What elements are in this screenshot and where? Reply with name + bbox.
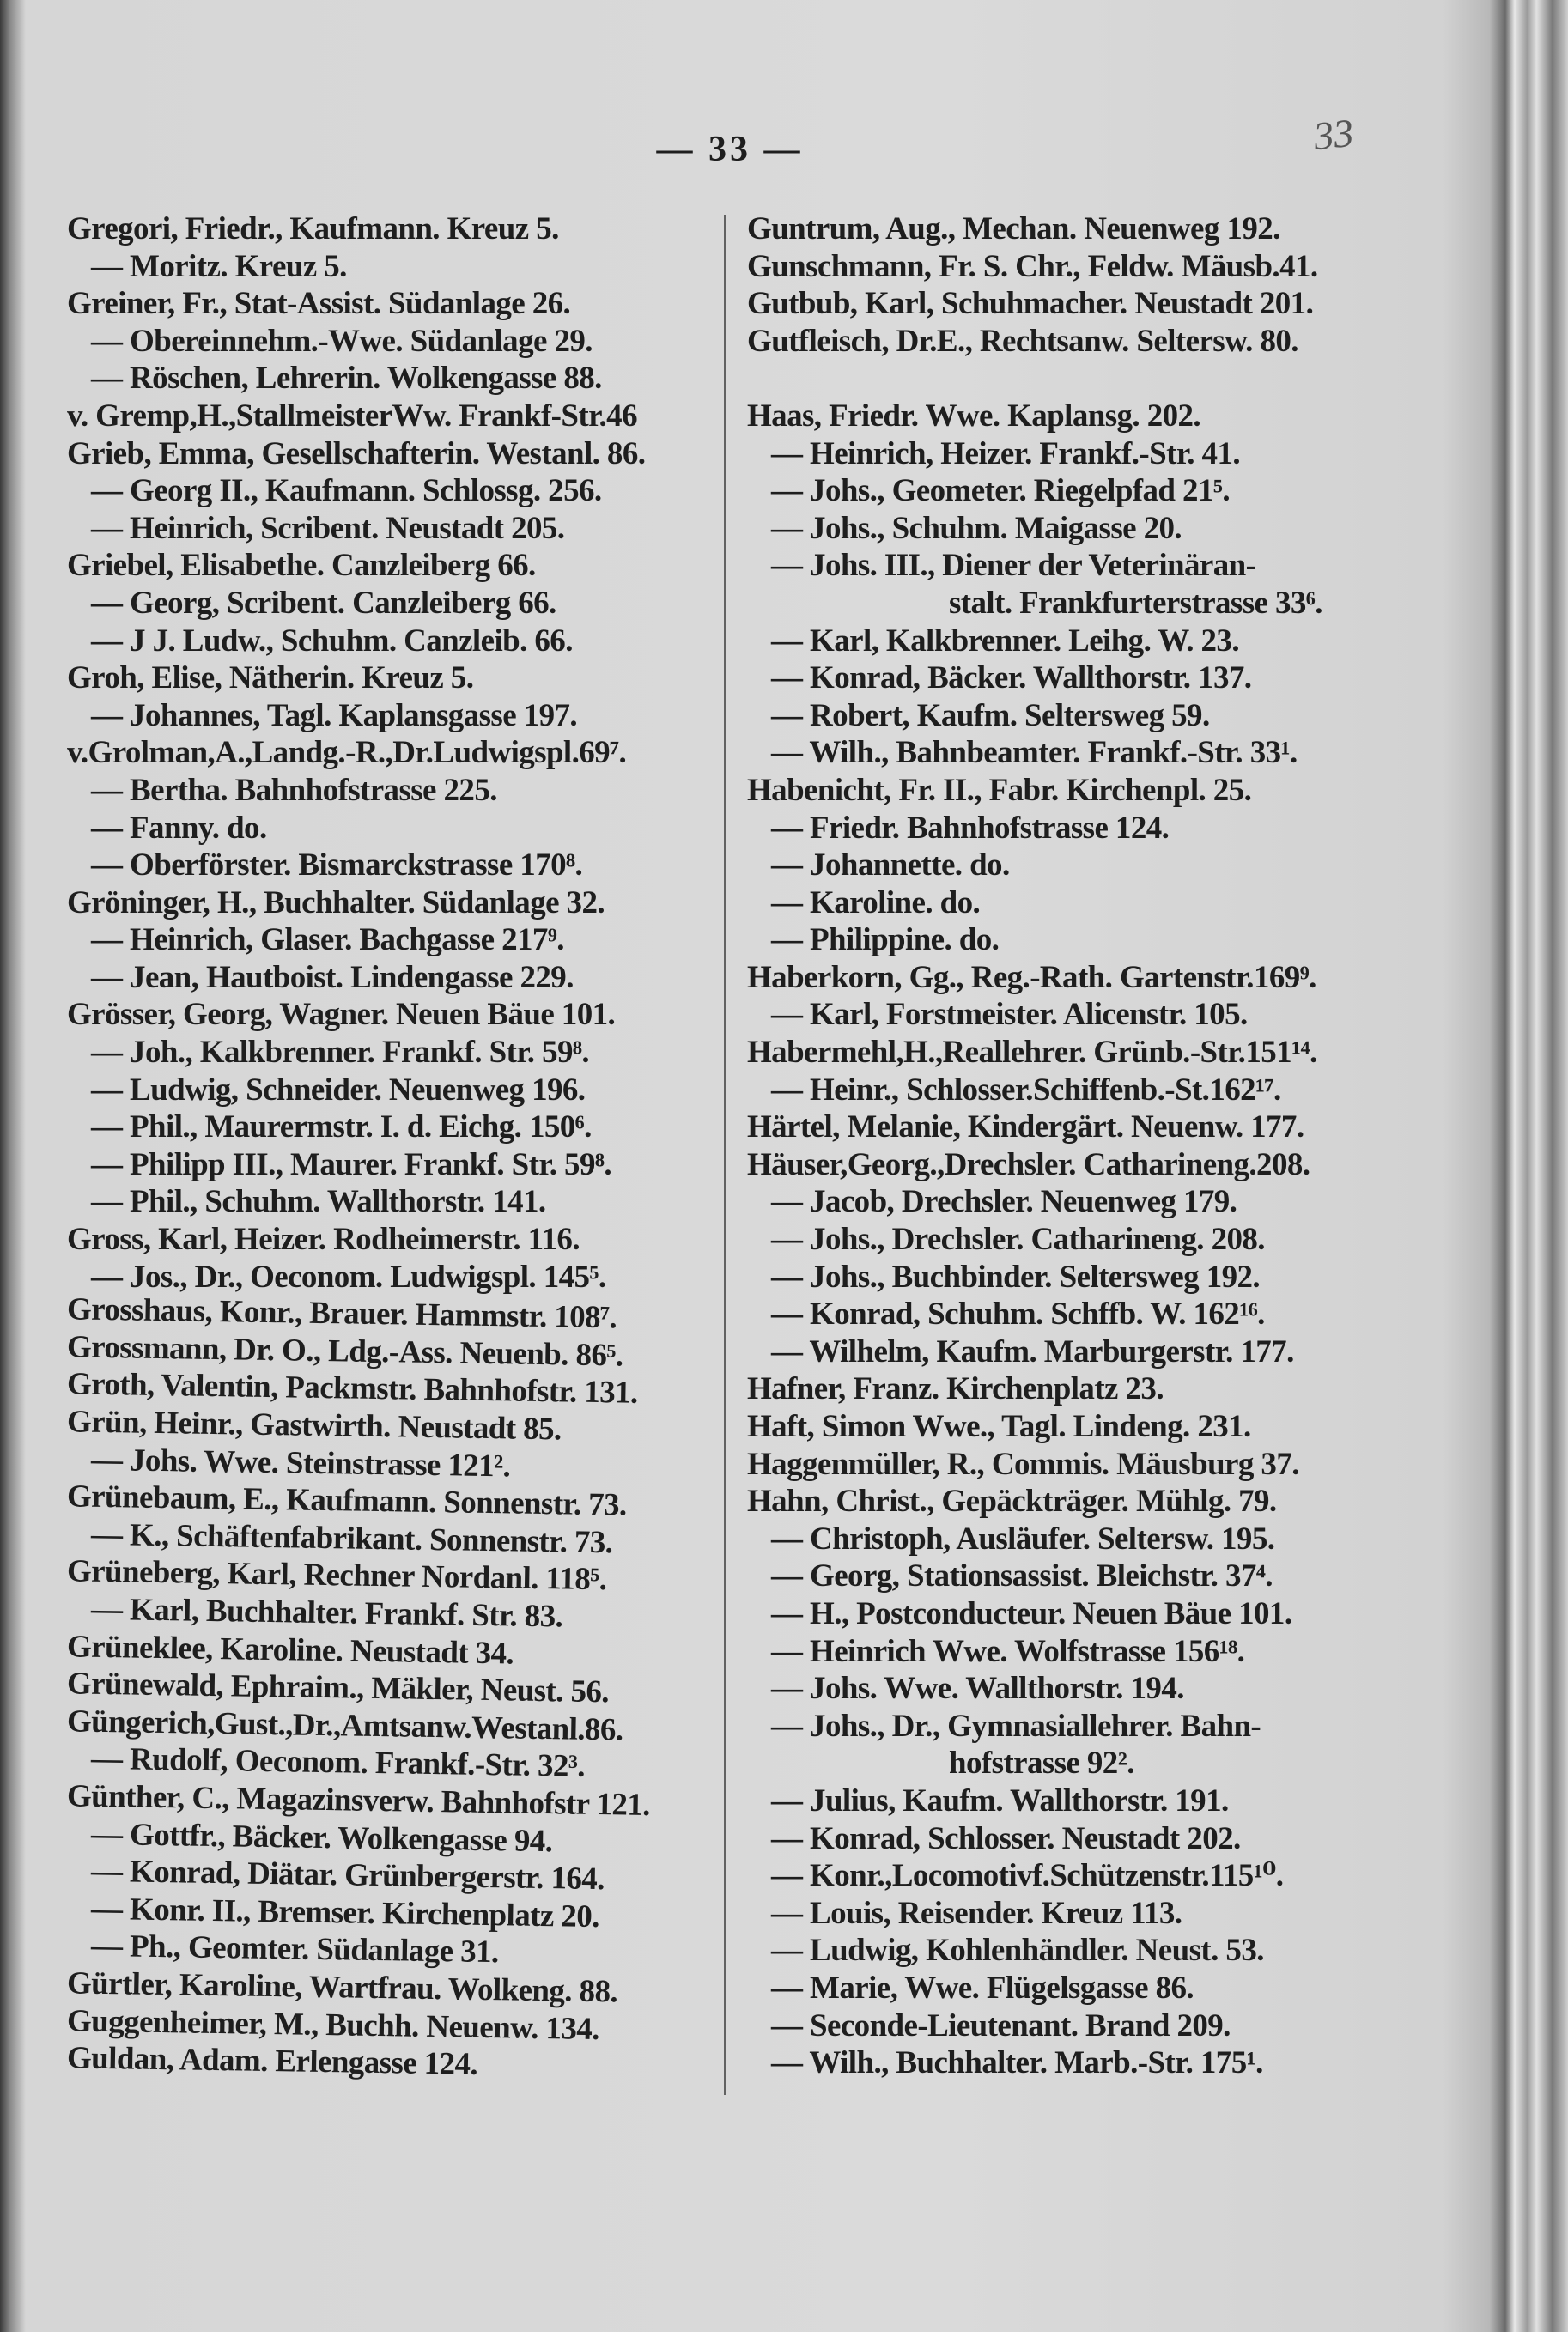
directory-entry: Grösser, Georg, Wagner. Neuen Bäue 101.: [67, 997, 616, 1033]
directory-entry: Gregori, Friedr., Kaufmann. Kreuz 5.: [67, 211, 559, 246]
directory-entry: Grün, Heinr., Gastwirth. Neustadt 85.: [66, 1404, 562, 1448]
directory-sub-entry: — Karl, Kalkbrenner. Leihg. W. 23.: [771, 622, 1239, 659]
page-number: — 33 —: [656, 130, 804, 169]
directory-sub-entry: — Konrad, Diätar. Grünbergerstr. 164.: [90, 1853, 605, 1898]
directory-entry: Haft, Simon Wwe., Tagl. Lindeng. 231.: [747, 1409, 1251, 1444]
directory-sub-entry: — Julius, Kaufm. Wallthorstr. 191.: [771, 1782, 1229, 1819]
directory-sub-entry: — Ludwig, Kohlenhändler. Neust. 53.: [771, 1933, 1264, 1969]
directory-sub-entry: — Konrad, Schuhm. Schffb. W. 162¹⁶.: [771, 1297, 1265, 1333]
directory-sub-entry: — Joh., Kalkbrenner. Frankf. Str. 59⁸.: [91, 1035, 590, 1071]
directory-entry: Haberkorn, Gg., Reg.-Rath. Gartenstr.169⁹.: [747, 959, 1316, 995]
directory-sub-entry: — Johs. Wwe. Steinstrasse 121².: [90, 1442, 511, 1485]
directory-sub-entry: — Phil., Schuhm. Wallthorstr. 141.: [91, 1184, 546, 1220]
directory-sub-entry: — Heinrich, Heizer. Frankf.-Str. 41.: [771, 435, 1241, 471]
directory-sub-entry: — Georg, Stationsassist. Bleichstr. 37⁴.: [771, 1558, 1273, 1594]
directory-sub-entry: — Johs., Drechsler. Catharineng. 208.: [771, 1222, 1265, 1258]
directory-entry: v. Gremp,H.,StallmeisterWw. Frankf-Str.46: [67, 398, 637, 434]
directory-sub-entry: — Georg II., Kaufmann. Schlossg. 256.: [91, 473, 602, 509]
directory-sub-entry: — Seconde-Lieutenant. Brand 209.: [771, 2007, 1231, 2044]
directory-sub-entry: — Johs., Buchbinder. Seltersweg 192.: [771, 1259, 1261, 1295]
column-divider: [724, 215, 726, 2095]
directory-sub-entry: — Johannes, Tagl. Kaplansgasse 197.: [91, 697, 578, 733]
directory-sub-entry: — Johs., Schuhm. Maigasse 20.: [771, 510, 1182, 546]
directory-entry: Habermehl,H.,Reallehrer. Grünb.-Str.151¹⁴.: [747, 1035, 1317, 1071]
directory-entry: Gürtler, Karoline, Wartfrau. Wolkeng. 88.: [66, 1965, 618, 2010]
directory-sub-entry: — Heinrich, Glaser. Bachgasse 217⁹.: [91, 922, 564, 958]
directory-sub-entry: — Johs., Dr., Gymnasiallehrer. Bahn-: [771, 1708, 1261, 1744]
directory-sub-entry: — Marie, Wwe. Flügelsgasse 86.: [771, 1970, 1194, 2006]
directory-entry: Guggenheimer, M., Buchh. Neuenw. 134.: [66, 2002, 600, 2047]
directory-sub-entry: — Moritz. Kreuz 5.: [91, 248, 347, 284]
directory-entry: Greiner, Fr., Stat-Assist. Südanlage 26.: [67, 286, 571, 322]
directory-sub-entry: — Johannette. do.: [771, 847, 1010, 884]
directory-entry: Hafner, Franz. Kirchenplatz 23.: [747, 1371, 1164, 1407]
directory-entry: Grüneklee, Karoline. Neustadt 34.: [66, 1628, 514, 1672]
directory-sub-entry: — Oberförster. Bismarckstrasse 170⁸.: [91, 847, 583, 884]
directory-sub-entry: — Friedr. Bahnhofstrasse 124.: [771, 810, 1170, 846]
directory-sub-entry: — Phil., Maurermstr. I. d. Eichg. 150⁶.: [91, 1109, 592, 1145]
directory-sub-entry: — Fanny. do.: [91, 810, 267, 846]
directory-sub-entry: — Rudolf, Oeconom. Frankf.-Str. 32³.: [90, 1741, 586, 1785]
directory-sub-entry: — H., Postconducteur. Neuen Bäue 101.: [771, 1595, 1292, 1631]
directory-entry: Grieb, Emma, Gesellschafterin. Westanl. 86.: [67, 435, 646, 471]
directory-sub-entry: — Jos., Dr., Oeconom. Ludwigspl. 145⁵.: [91, 1259, 606, 1295]
directory-entry: Gunschmann, Fr. S. Chr., Feldw. Mäusb.41.: [747, 248, 1318, 284]
directory-sub-entry: — Heinrich, Scribent. Neustadt 205.: [91, 510, 565, 546]
directory-entry: Haggenmüller, R., Commis. Mäusburg 37.: [747, 1446, 1299, 1482]
directory-entry: Gröninger, H., Buchhalter. Südanlage 32.: [67, 884, 605, 920]
directory-sub-entry: — Konr. II., Bremser. Kirchenplatz 20.: [90, 1891, 600, 1934]
directory-sub-entry: — Bertha. Bahnhofstrasse 225.: [91, 772, 497, 808]
directory-sub-entry: — Heinr., Schlosser.Schiffenb.-St.162¹⁷.: [771, 1072, 1281, 1108]
handwritten-page-number: 33: [1311, 110, 1356, 159]
directory-sub-entry: — Heinrich Wwe. Wolfstrasse 156¹⁸.: [771, 1633, 1245, 1669]
directory-entry: Grünebaum, E., Kaufmann. Sonnenstr. 73.: [66, 1479, 627, 1523]
directory-entry: Grünewald, Ephraim., Mäkler, Neust. 56.: [66, 1666, 610, 1710]
directory-entry: Güngerich,Gust.,Dr.,Amtsanw.Westanl.86.: [66, 1703, 623, 1748]
directory-entry: Grüneberg, Karl, Rechner Nordanl. 118⁵.: [66, 1553, 607, 1598]
directory-sub-entry: — Georg, Scribent. Canzleiberg 66.: [91, 585, 556, 621]
directory-entry: Guldan, Adam. Erlengasse 124.: [66, 2040, 478, 2082]
directory-sub-entry: — Karl, Buchhalter. Frankf. Str. 83.: [90, 1591, 563, 1635]
directory-sub-entry: — Philippine. do.: [771, 922, 1000, 958]
right-column-directory: [747, 210, 1383, 2082]
directory-sub-entry: — Röschen, Lehrerin. Wolkengasse 88.: [91, 361, 602, 397]
directory-sub-entry: — Jacob, Drechsler. Neuenweg 179.: [771, 1184, 1237, 1220]
directory-entry: Groth, Valentin, Packmstr. Bahnhofstr. 131.: [66, 1366, 638, 1412]
directory-sub-entry: — Konr.,Locomotivf.Schützenstr.115¹⁰.: [771, 1858, 1284, 1894]
directory-entry: Hahn, Christ., Gepäckträger. Mühlg. 79.: [747, 1484, 1277, 1520]
directory-entry: Grossmann, Dr. O., Ldg.-Ass. Neuenb. 86⁵.: [66, 1329, 623, 1374]
directory-sub-entry: — Christoph, Ausläufer. Seltersw. 195.: [771, 1521, 1275, 1557]
directory-entry: Gutfleisch, Dr.E., Rechtsanw. Seltersw. 80.: [747, 323, 1298, 359]
directory-entry: Guntrum, Aug., Mechan. Neuenweg 192.: [747, 211, 1280, 246]
directory-sub-entry: — Karl, Forstmeister. Alicenstr. 105.: [771, 997, 1248, 1033]
directory-sub-entry: — Wilhelm, Kaufm. Marburgerstr. 177.: [771, 1333, 1294, 1369]
directory-sub-entry: — Johs., Geometer. Riegelpfad 21⁵.: [771, 473, 1230, 509]
directory-entry: Haas, Friedr. Wwe. Kaplansg. 202.: [747, 398, 1201, 434]
directory-sub-entry: — Gottfr., Bäcker. Wolkengasse 94.: [90, 1816, 553, 1859]
directory-sub-entry: — Obereinnehm.-Wwe. Südanlage 29.: [91, 323, 593, 359]
directory-sub-entry: — Johs. III., Diener der Veterinäran-: [771, 548, 1256, 584]
directory-entry: Griebel, Elisabethe. Canzleiberg 66.: [67, 548, 536, 584]
directory-sub-entry: — Ph., Geomter. Südanlage 31.: [90, 1928, 499, 1971]
section-spacer: [747, 360, 1383, 398]
directory-sub-entry: — Konrad, Schlosser. Neustadt 202.: [771, 1820, 1241, 1856]
directory-sub-entry: — Philipp III., Maurer. Frankf. Str. 59⁸.: [91, 1146, 611, 1182]
directory-sub-entry: — Wilh., Buchhalter. Marb.-Str. 175¹.: [771, 2045, 1263, 2081]
directory-sub-entry: — Karoline. do.: [771, 884, 981, 920]
directory-entry: Groh, Elise, Nätherin. Kreuz 5.: [67, 660, 474, 696]
directory-sub-entry: — Robert, Kaufm. Seltersweg 59.: [771, 697, 1210, 733]
directory-sub-entry: stalt. Frankfurterstrasse 33⁶.: [949, 585, 1322, 621]
directory-sub-entry: — J J. Ludw., Schuhm. Canzleib. 66.: [91, 622, 573, 659]
directory-sub-entry: — Jean, Hautboist. Lindengasse 229.: [91, 959, 574, 995]
directory-entry: Günther, C., Magazinsverw. Bahnhofstr 121.: [66, 1778, 651, 1823]
directory-entry: Härtel, Melanie, Kindergärt. Neuenw. 177.: [747, 1109, 1304, 1145]
directory-sub-entry: — Konrad, Bäcker. Wallthorstr. 137.: [771, 660, 1252, 696]
directory-entry: Grosshaus, Konr., Brauer. Hammstr. 108⁷.: [66, 1291, 617, 1336]
directory-entry: v.Grolman,A.,Landg.-R.,Dr.Ludwigspl.69⁷.: [67, 735, 627, 771]
directory-sub-entry: — Johs. Wwe. Wallthorstr. 194.: [771, 1671, 1184, 1707]
directory-entry: Häuser,Georg.,Drechsler. Catharineng.208.: [747, 1146, 1310, 1182]
directory-sub-entry: — Wilh., Bahnbeamter. Frankf.-Str. 33¹.: [771, 735, 1298, 771]
directory-sub-entry: — Ludwig, Schneider. Neuenweg 196.: [91, 1072, 586, 1108]
directory-sub-entry: — Louis, Reisender. Kreuz 113.: [771, 1895, 1182, 1931]
directory-entry: Gross, Karl, Heizer. Rodheimerstr. 116.: [67, 1222, 580, 1258]
directory-sub-entry: — K., Schäftenfabrikant. Sonnenstr. 73.: [90, 1516, 613, 1561]
directory-entry: Habenicht, Fr. II., Fabr. Kirchenpl. 25.: [747, 772, 1252, 808]
left-column-directory: [67, 210, 687, 2082]
directory-sub-entry: hofstrasse 92².: [949, 1746, 1134, 1782]
directory-entry: Gutbub, Karl, Schuhmacher. Neustadt 201.: [747, 286, 1314, 322]
